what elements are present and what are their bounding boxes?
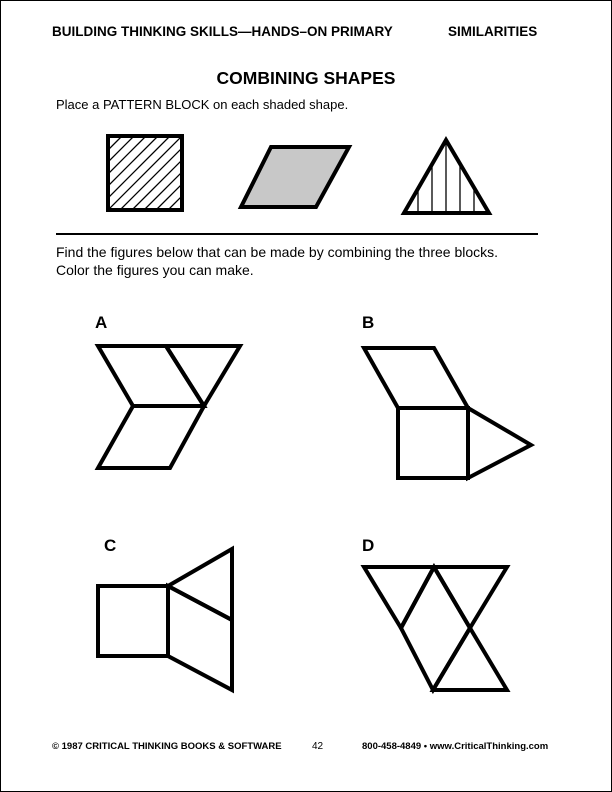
figure-c-label: C <box>104 536 117 555</box>
triangle-block[interactable] <box>404 140 489 214</box>
rhombus-block[interactable] <box>241 147 349 207</box>
figure-b-label: B <box>362 313 375 332</box>
figure-b[interactable] <box>364 348 531 478</box>
page-number: 42 <box>312 741 324 752</box>
figure-a-label: A <box>95 313 108 332</box>
figure-d-label: D <box>362 536 375 555</box>
instruction-find-figures: Find the figures below that can be made by combining the three blocks. <box>56 244 499 260</box>
section-divider <box>56 233 538 235</box>
footer-copyright: © 1987 CRITICAL THINKING BOOKS & SOFTWARE <box>52 741 282 752</box>
figure-d[interactable] <box>364 567 507 690</box>
series-title: BUILDING THINKING SKILLS—HANDS–ON PRIMARY <box>52 24 393 39</box>
figure-a[interactable] <box>98 346 240 468</box>
instruction-color-figures: Color the figures you can make. <box>56 262 254 278</box>
figure-c[interactable] <box>98 549 232 690</box>
page-title: COMBINING SHAPES <box>216 68 396 88</box>
instruction-place-blocks: Place a PATTERN BLOCK on each shaded shape. <box>56 97 349 112</box>
footer-contact: 800-458-4849 • www.CriticalThinking.com <box>362 741 549 752</box>
section-title: SIMILARITIES <box>448 24 538 39</box>
square-block[interactable] <box>108 136 242 210</box>
